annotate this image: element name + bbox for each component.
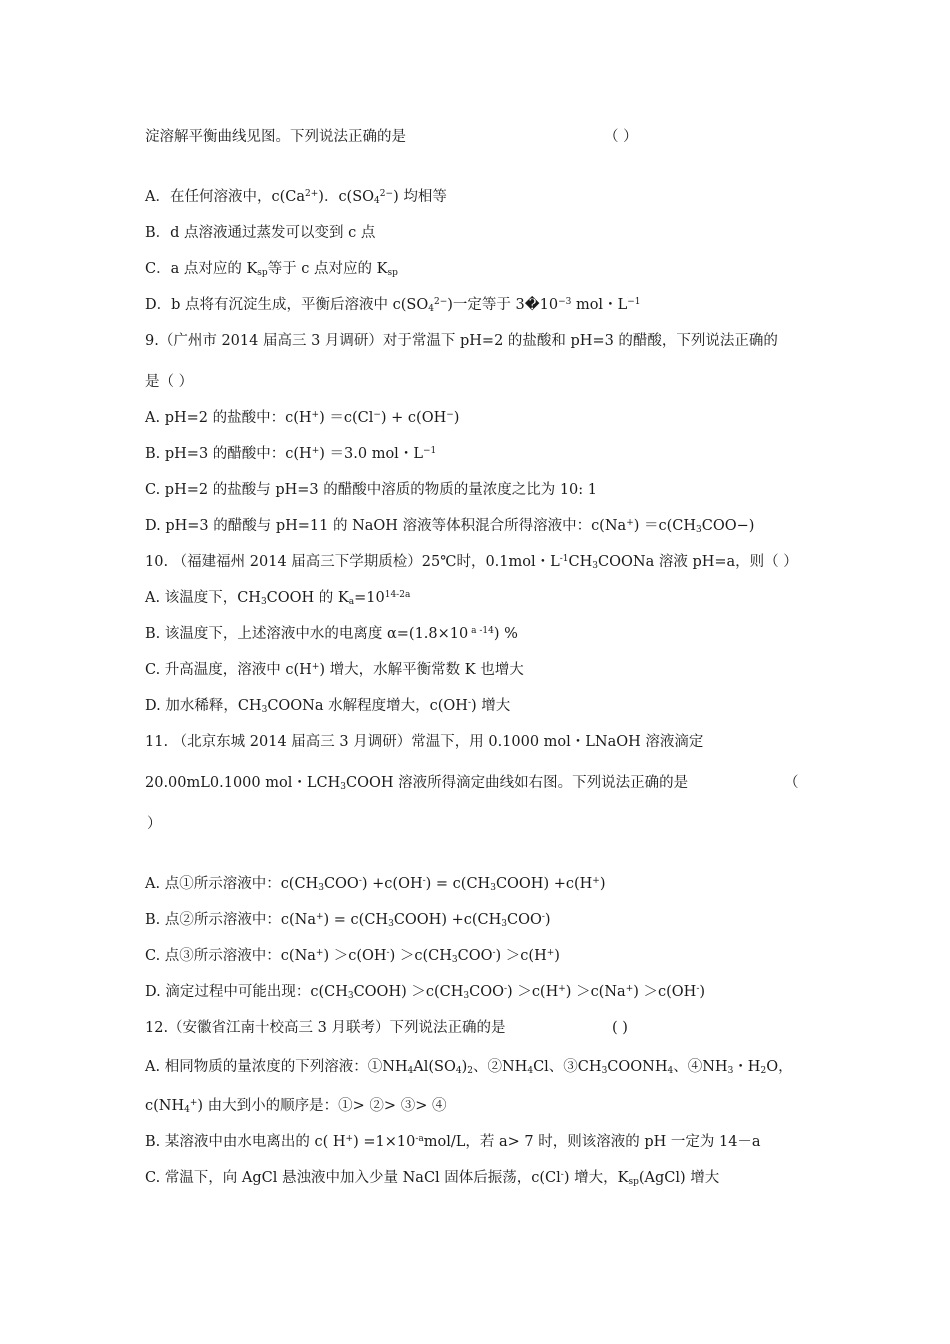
q10-option-b: B. 该温度下，上述溶液中水的电离度 α=(1.8×10 $^{a -14}$) % bbox=[145, 626, 518, 642]
q9-option-b: B. pH=3 的醋酸中：c(H+) ＝3.0 mol・$L^{-1}$ bbox=[145, 446, 437, 462]
q10-stem: 10. （福建福州 2014 届高三下学期质检）25℃时，0.1mol・$L^{-1}CH_3COONa$ 溶液 pH=a，则（ ） bbox=[145, 554, 798, 571]
q10-option-d: D. 加水稀释，$CH_3COONa$ 水解程度增大，c(OH-) 增大 bbox=[145, 698, 511, 715]
q8-option-b: B．d 点溶液通过蒸发可以变到 c 点 bbox=[145, 225, 376, 241]
q11-stem-line1: 11. （北京东城 2014 届高三 3 月调研）常温下，用 0.1000 mol・LNaOH 溶液滴定 bbox=[145, 734, 704, 750]
q12-option-b: B. 某溶液中由水电离出的 c( $H^+) =1\times 10^{-a}mol/L$，若 a> 7 时，则该溶液的 pH 一定为 14－a bbox=[145, 1134, 761, 1150]
q8-answer-paren: （ ） bbox=[604, 129, 638, 145]
q12-stem: 12.（安徽省江南十校高三 3 月联考）下列说法正确的是 bbox=[145, 1020, 506, 1036]
q9-option-a: A. pH=2 的盐酸中：c(H+) ＝c(Cl−) + c(OH−) bbox=[145, 410, 460, 426]
q11-stem-line2: 20.00mL0.1000 mol・$LCH_3COOH$ 溶液所得滴定曲线如右图。下列说法正确的是 bbox=[145, 775, 689, 792]
q8-option-d: D．b 点将有沉淀生成，平衡后溶液中 $c(SO_4^{2-})$一定等于 $3�10^{-3}$ mol・$L^{-1}$ bbox=[145, 297, 641, 314]
q9-option-d: D. pH=3 的醋酸与 pH=11 的 NaOH 溶液等体积混合所得溶液中：$c(Na^+) =c(CH_3COO-)$ bbox=[145, 518, 755, 535]
q11-option-b: B. 点②所示溶液中：$c(Na^+) = c(CH_3COOH) +c(CH_3COO^-)$ bbox=[145, 912, 551, 929]
q11-answer-paren-close: ） bbox=[147, 816, 162, 832]
q11-option-a: A. 点①所示溶液中：$c(CH_3COO^-) +c(OH^-)$ = $c(CH_3COOH) +c(H^+)$ bbox=[145, 876, 606, 893]
q10-option-a: A. 该温度下，$CH_3COOH$ 的 $K_a=10^{14-2a}$ bbox=[145, 590, 411, 607]
q11-answer-paren-open: （ bbox=[784, 775, 799, 791]
q12-answer-paren: ( ) bbox=[612, 1020, 628, 1036]
q12-option-a-line1: A. 相同物质的量浓度的下列溶液：$①NH_4Al(SO_4)_2$、$②NH_4Cl$、$③CH_3COONH_4$、$④NH_3$・$H_2O$， bbox=[145, 1059, 793, 1076]
q10-option-c: C. 升高温度，溶液中 c(H+) 增大，水解平衡常数 K 也增大 bbox=[145, 662, 524, 678]
q9-option-c: C. pH=2 的盐酸与 pH=3 的醋酸中溶质的物质的量浓度之比为 10: 1 bbox=[145, 482, 598, 498]
q9-stem-line2: 是（ ） bbox=[145, 374, 194, 390]
q8-stem: 淀溶解平衡曲线见图。下列说法正确的是 bbox=[145, 129, 406, 145]
q8-option-a: A．在任何溶液中，$c(Ca^{2+})$．$c(SO_4^{2-})$ 均相等 bbox=[145, 189, 447, 206]
q12-option-a-line2: $c(NH_4^+)$ 由大到小的顺序是：①> ②> ③> ④ bbox=[145, 1098, 447, 1115]
q9-stem-line1: 9.（广州市 2014 届高三 3 月调研）对于常温下 pH=2 的盐酸和 pH=3 的醋酸，下列说法正确的 bbox=[145, 333, 778, 349]
q8-option-c: C．a 点对应的 $K_{sp}$等于 c 点对应的 $K_{sp}$ bbox=[145, 261, 398, 278]
q11-option-c: C. 点③所示溶液中：$c(Na^+) >c(OH^-) >c(CH_3COO^-) >c(H^+)$ bbox=[145, 948, 560, 965]
q11-option-d: D. 滴定过程中可能出现：$c(CH_3COOH) >c(CH_3COO^-) >c(H^+) >c(Na^+) >c(OH^-)$ bbox=[145, 984, 706, 1001]
q12-option-c: C. 常温下，向 AgCl 悬浊液中加入少量 NaCl 固体后振荡，c(Cl-) 增大，$K_{sp}(AgCl)$ 增大 bbox=[145, 1170, 720, 1187]
